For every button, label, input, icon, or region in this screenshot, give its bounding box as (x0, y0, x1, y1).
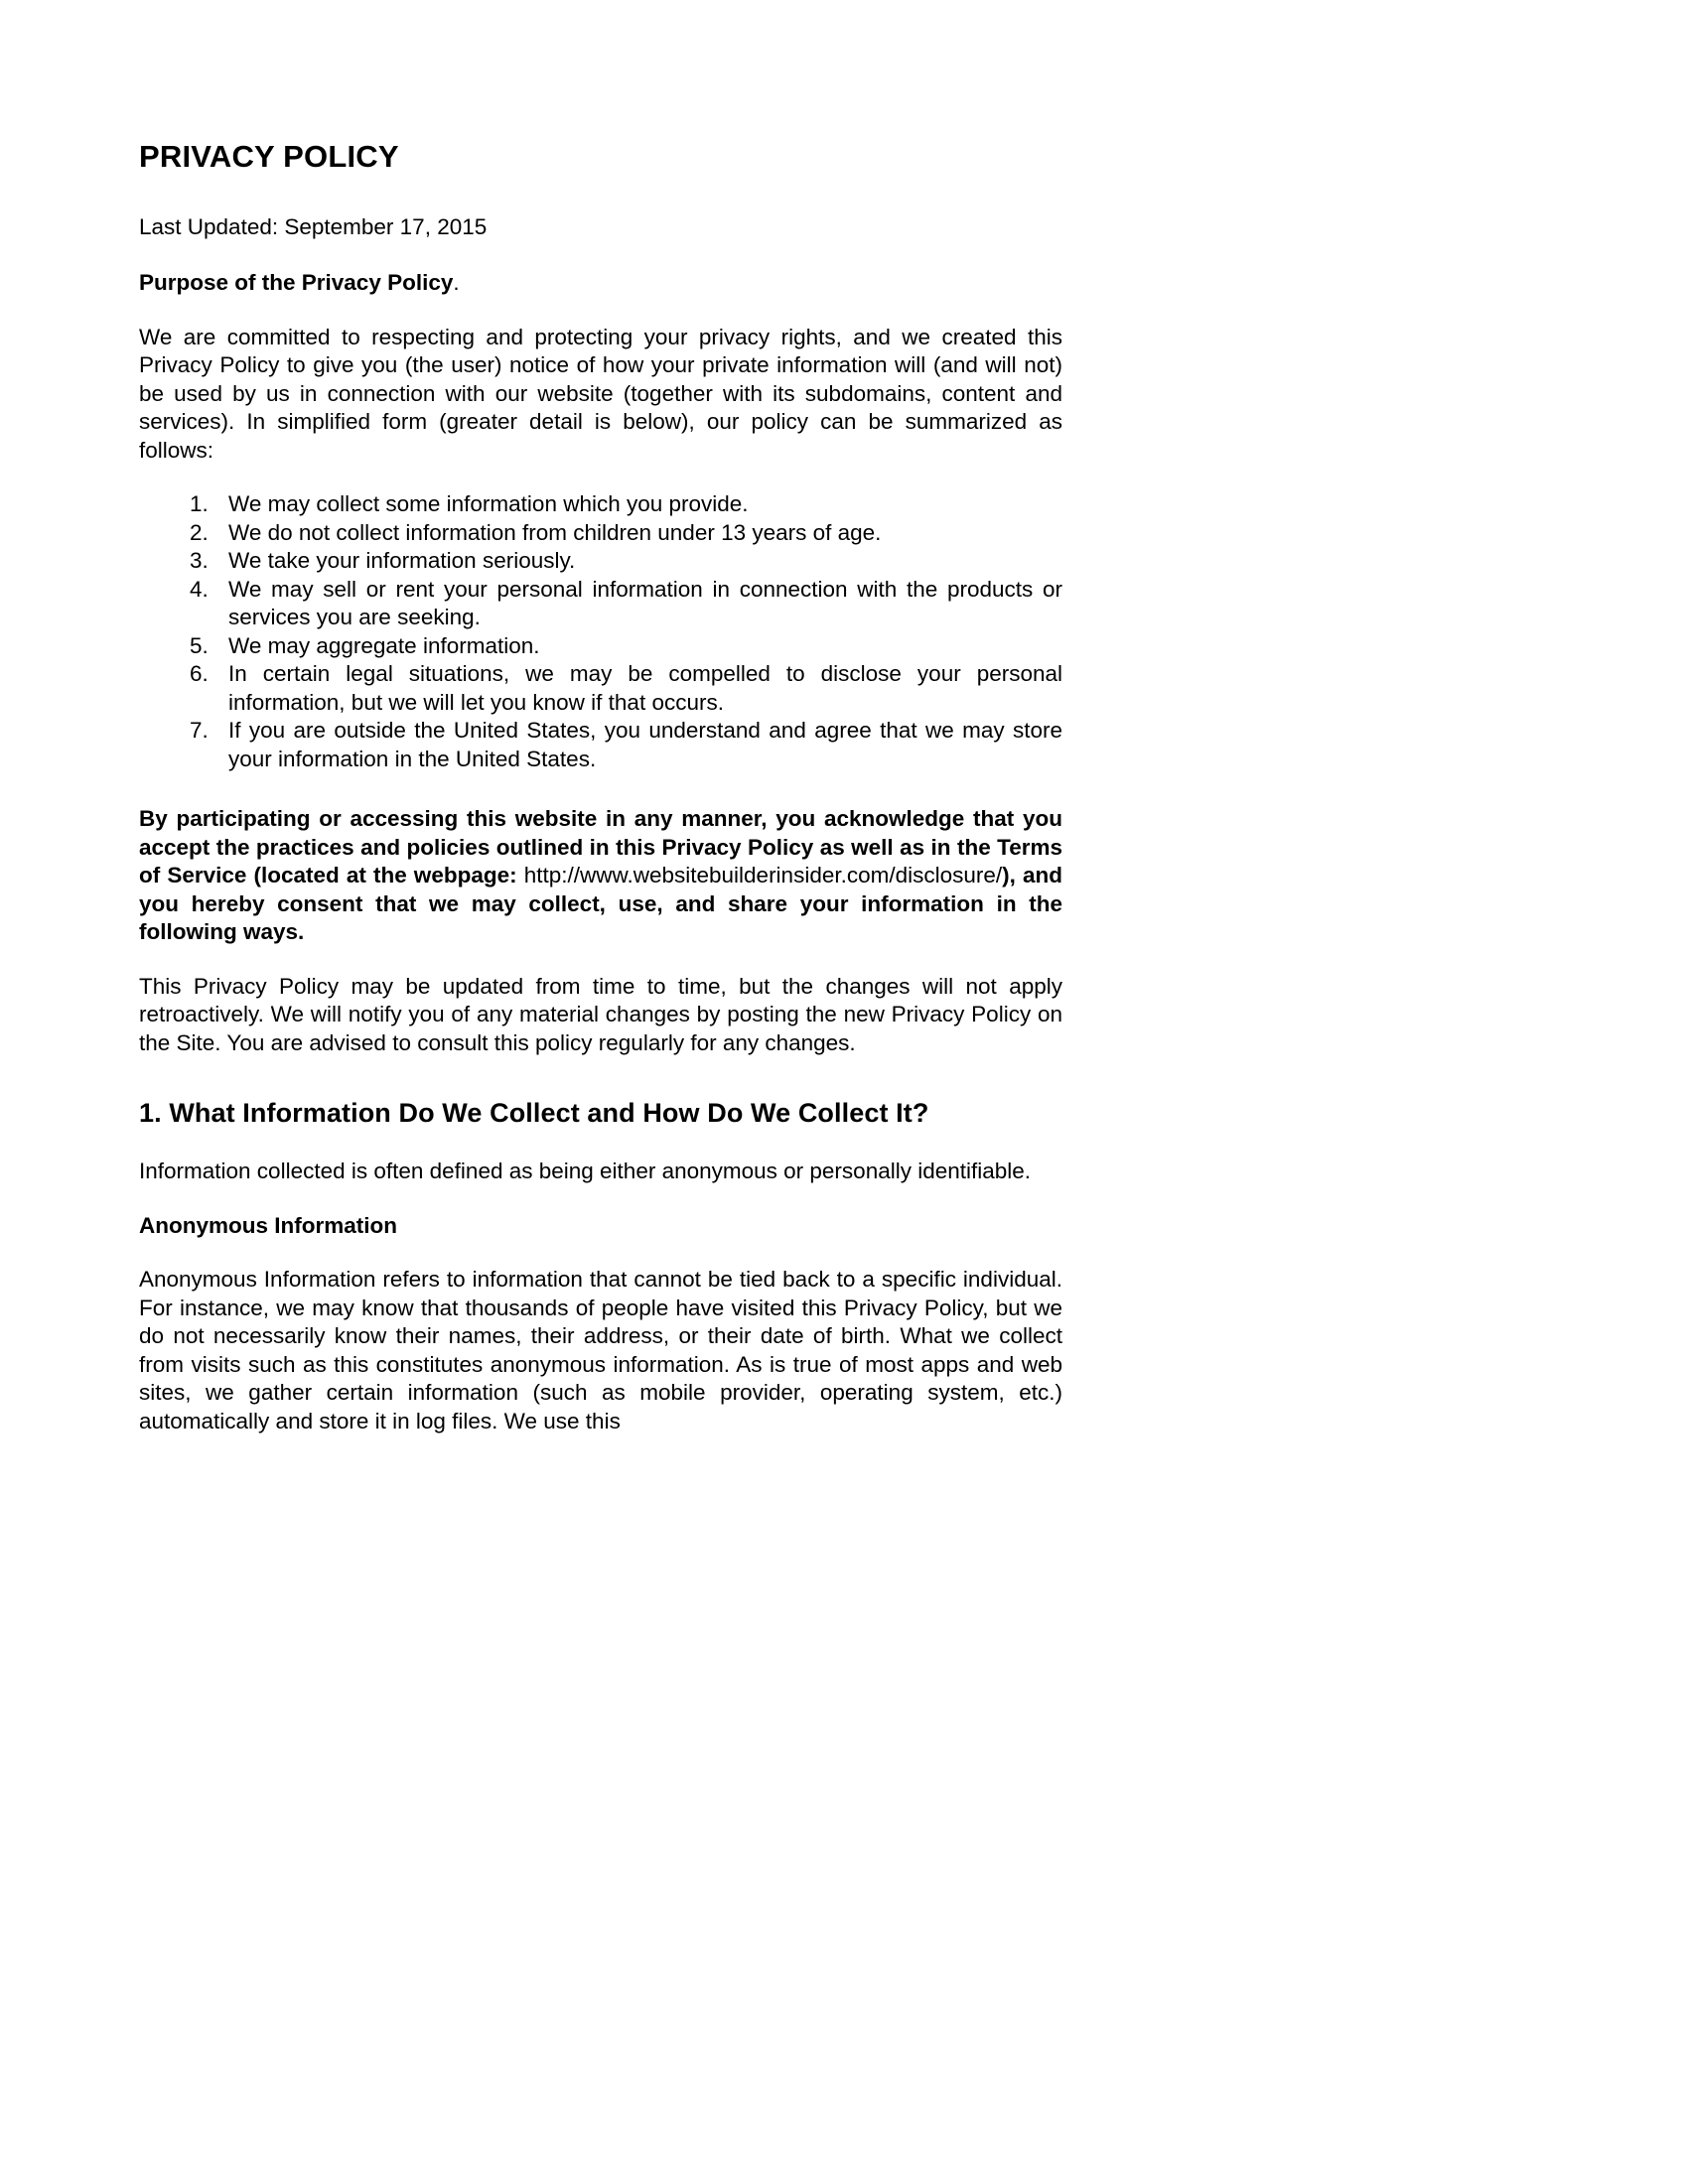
section-1-intro-paragraph: Information collected is often defined as being either anonymous or personally identifiable. (139, 1159, 1032, 1184)
updates-paragraph: This Privacy Policy may be updated from time to time, but the changes will not apply retroactively. We will notify you of any material changes by posting the new Privacy Policy on the Site. You are advised to consult this policy regularly for any changes. (139, 973, 1062, 1055)
anonymous-information-heading: Anonymous Information (139, 1212, 397, 1238)
consent-text-after: ), and you hereby consent that we may collect, use, and share your information in the following ways. (139, 863, 1062, 945)
purpose-heading-period: . (453, 270, 460, 296)
list-item: 1. We may collect some information which you provide. (214, 490, 1062, 519)
list-item: 3. We take your information seriously. (214, 547, 1062, 576)
anonymous-information-paragraph: Anonymous Information refers to information that cannot be tied back to a specific individual. For instance, we may know that thousands of people have visited this Privacy Policy, but we do not necessarily know their names, their address, or their date of birth. What we collect from visits such as this constitutes anonymous information. As is true of most apps and web sites, we gather certain information (such as mobile provider, operating system, etc.) automatically and store it in log files. We use this (139, 1267, 1062, 1433)
terms-of-service-url: http://www.websitebuilderinsider.com/disclosure/ (523, 863, 1003, 888)
section-heading-1: 1. What Information Do We Collect and How Do We Collect It? (139, 1098, 929, 1129)
purpose-heading (139, 269, 1062, 298)
document-content (139, 139, 1062, 1435)
list-item: 5. We may aggregate information. (214, 632, 1062, 661)
purpose-heading-text: Purpose of the Privacy Policy (139, 270, 454, 296)
consent-paragraph (139, 805, 1062, 947)
consent-text-before: By participating or accessing this website in any manner, you acknowledge that you accept the practices and policies outlined in this Privacy Policy as well as in the Terms of Service (located at the webpage: (139, 806, 1062, 888)
intro-paragraph: We are committed to respecting and protecting your privacy rights, and we created this Privacy Policy to give you (the user) notice of how your private information will (and will not) be used by us in connection with our website (together with its subdomains, content and services). In simplified form (greater detail is below), our policy can be summarized as follows: (139, 324, 1062, 463)
page-title: PRIVACY POLICY (139, 139, 399, 174)
list-item: 7. If you are outside the United States, you understand and agree that we may store your information in the United States. (214, 717, 1062, 773)
last-updated-line: Last Updated: September 17, 2015 (139, 213, 488, 239)
list-item: 6. In certain legal situations, we may be compelled to disclose your personal information, but we will let you know if that occurs. (214, 660, 1062, 717)
summary-list (139, 490, 1062, 773)
list-item: 4. We may sell or rent your personal information in connection with the products or services you are seeking. (214, 576, 1062, 632)
list-item: 2. We do not collect information from children under 13 years of age. (214, 519, 1062, 548)
